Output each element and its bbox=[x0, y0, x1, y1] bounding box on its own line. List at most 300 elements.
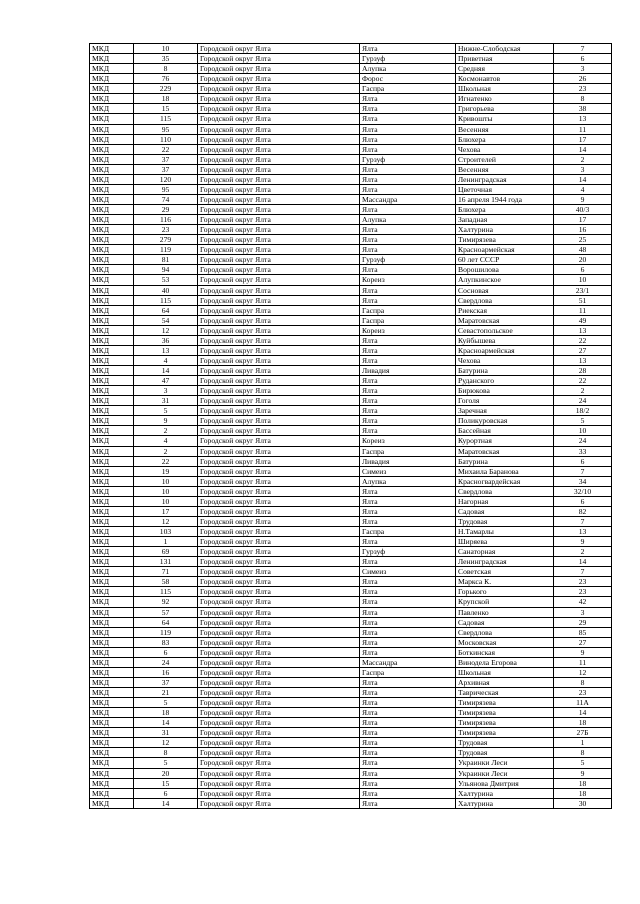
street-cell: Свердлова bbox=[456, 295, 554, 305]
house-number-cell: 8 bbox=[554, 748, 612, 758]
table-row bbox=[90, 355, 612, 365]
house-number-cell: 33 bbox=[554, 446, 612, 456]
settlement-cell: Гаспра bbox=[360, 84, 456, 94]
settlement-cell: Кореиз bbox=[360, 325, 456, 335]
street-cell: Тимирязева bbox=[456, 708, 554, 718]
house-number-cell: 18 bbox=[554, 778, 612, 788]
house-number-cell: 7 bbox=[554, 44, 612, 54]
settlement-cell: Ялта bbox=[360, 406, 456, 416]
table-row bbox=[90, 738, 612, 748]
building-type-cell: МКД bbox=[90, 627, 134, 637]
table-row bbox=[90, 617, 612, 627]
building-type-cell: МКД bbox=[90, 758, 134, 768]
district-cell: Городской округ Ялта bbox=[198, 657, 360, 667]
building-type-cell: МКД bbox=[90, 456, 134, 466]
table-row bbox=[90, 607, 612, 617]
settlement-cell: Ялта bbox=[360, 637, 456, 647]
house-number-cell: 38 bbox=[554, 104, 612, 114]
number-cell: 131 bbox=[134, 557, 198, 567]
street-cell: Горького bbox=[456, 587, 554, 597]
number-cell: 2 bbox=[134, 446, 198, 456]
street-cell: Кривошты bbox=[456, 114, 554, 124]
district-cell: Городской округ Ялта bbox=[198, 798, 360, 808]
table-row bbox=[90, 335, 612, 345]
street-cell: Игнатенко bbox=[456, 94, 554, 104]
settlement-cell: Кореиз bbox=[360, 436, 456, 446]
building-type-cell: МКД bbox=[90, 406, 134, 416]
district-cell: Городской округ Ялта bbox=[198, 516, 360, 526]
district-cell: Городской округ Ялта bbox=[198, 557, 360, 567]
building-type-cell: МКД bbox=[90, 376, 134, 386]
building-type-cell: МКД bbox=[90, 698, 134, 708]
settlement-cell: Ялта bbox=[360, 245, 456, 255]
building-type-cell: МКД bbox=[90, 54, 134, 64]
number-cell: 36 bbox=[134, 335, 198, 345]
house-number-cell: 11 bbox=[554, 124, 612, 134]
settlement-cell: Ялта bbox=[360, 426, 456, 436]
settlement-cell: Ялта bbox=[360, 537, 456, 547]
number-cell: 31 bbox=[134, 728, 198, 738]
street-cell: Средняя bbox=[456, 64, 554, 74]
settlement-cell: Массандра bbox=[360, 194, 456, 204]
table-row bbox=[90, 718, 612, 728]
district-cell: Городской округ Ялта bbox=[198, 627, 360, 637]
house-number-cell: 10 bbox=[554, 426, 612, 436]
table-row bbox=[90, 426, 612, 436]
street-cell: Халтурина bbox=[456, 788, 554, 798]
building-type-cell: МКД bbox=[90, 567, 134, 577]
house-number-cell: 23/1 bbox=[554, 285, 612, 295]
house-number-cell: 17 bbox=[554, 134, 612, 144]
number-cell: 37 bbox=[134, 154, 198, 164]
table-row bbox=[90, 205, 612, 215]
table-row bbox=[90, 677, 612, 687]
table-row bbox=[90, 728, 612, 738]
settlement-cell: Ялта bbox=[360, 396, 456, 406]
street-cell: Ворошилова bbox=[456, 265, 554, 275]
house-number-cell: 18 bbox=[554, 788, 612, 798]
street-cell: Трудовая bbox=[456, 516, 554, 526]
table-row bbox=[90, 577, 612, 587]
settlement-cell: Ялта bbox=[360, 617, 456, 627]
house-number-cell: 7 bbox=[554, 567, 612, 577]
house-number-cell: 3 bbox=[554, 607, 612, 617]
district-cell: Городской округ Ялта bbox=[198, 708, 360, 718]
building-type-cell: МКД bbox=[90, 386, 134, 396]
building-type-cell: МКД bbox=[90, 738, 134, 748]
settlement-cell: Ялта bbox=[360, 124, 456, 134]
number-cell: 103 bbox=[134, 527, 198, 537]
district-cell: Городской округ Ялта bbox=[198, 74, 360, 84]
table-row bbox=[90, 54, 612, 64]
settlement-cell: Гаспра bbox=[360, 305, 456, 315]
settlement-cell: Алупка bbox=[360, 476, 456, 486]
building-type-cell: МКД bbox=[90, 315, 134, 325]
table-row bbox=[90, 345, 612, 355]
number-cell: 14 bbox=[134, 798, 198, 808]
building-type-cell: МКД bbox=[90, 84, 134, 94]
district-cell: Городской округ Ялта bbox=[198, 164, 360, 174]
table-row bbox=[90, 667, 612, 677]
street-cell: Трудовая bbox=[456, 748, 554, 758]
number-cell: 2 bbox=[134, 426, 198, 436]
street-cell: Школьная bbox=[456, 667, 554, 677]
house-number-cell: 25 bbox=[554, 235, 612, 245]
district-cell: Городской округ Ялта bbox=[198, 748, 360, 758]
street-cell: Западная bbox=[456, 215, 554, 225]
house-number-cell: 11 bbox=[554, 657, 612, 667]
number-cell: 119 bbox=[134, 627, 198, 637]
settlement-cell: Ялта bbox=[360, 295, 456, 305]
table-row bbox=[90, 225, 612, 235]
settlement-cell: Ялта bbox=[360, 798, 456, 808]
house-number-cell: 9 bbox=[554, 537, 612, 547]
number-cell: 4 bbox=[134, 355, 198, 365]
street-cell: Весенняя bbox=[456, 164, 554, 174]
table-row bbox=[90, 255, 612, 265]
settlement-cell: Гурзуф bbox=[360, 547, 456, 557]
district-cell: Городской округ Ялта bbox=[198, 436, 360, 446]
settlement-cell: Симеиз bbox=[360, 466, 456, 476]
table-row bbox=[90, 537, 612, 547]
house-number-cell: 5 bbox=[554, 758, 612, 768]
number-cell: 40 bbox=[134, 285, 198, 295]
district-cell: Городской округ Ялта bbox=[198, 476, 360, 486]
number-cell: 92 bbox=[134, 597, 198, 607]
district-cell: Городской округ Ялта bbox=[198, 728, 360, 738]
street-cell: Тимирязева bbox=[456, 698, 554, 708]
district-cell: Городской округ Ялта bbox=[198, 597, 360, 607]
street-cell: Блюхера bbox=[456, 205, 554, 215]
building-type-cell: МКД bbox=[90, 416, 134, 426]
district-cell: Городской округ Ялта bbox=[198, 396, 360, 406]
street-cell: 16 апреля 1944 года bbox=[456, 194, 554, 204]
settlement-cell: Симеиз bbox=[360, 567, 456, 577]
settlement-cell: Ялта bbox=[360, 698, 456, 708]
number-cell: 64 bbox=[134, 617, 198, 627]
house-number-cell: 22 bbox=[554, 376, 612, 386]
district-cell: Городской округ Ялта bbox=[198, 426, 360, 436]
house-number-cell: 14 bbox=[554, 557, 612, 567]
district-cell: Городской округ Ялта bbox=[198, 194, 360, 204]
house-number-cell: 82 bbox=[554, 506, 612, 516]
table-row bbox=[90, 366, 612, 376]
house-number-cell: 23 bbox=[554, 577, 612, 587]
district-cell: Городской округ Ялта bbox=[198, 496, 360, 506]
number-cell: 10 bbox=[134, 496, 198, 506]
building-type-cell: МКД bbox=[90, 486, 134, 496]
settlement-cell: Ялта bbox=[360, 607, 456, 617]
number-cell: 17 bbox=[134, 506, 198, 516]
district-cell: Городской округ Ялта bbox=[198, 466, 360, 476]
number-cell: 94 bbox=[134, 265, 198, 275]
building-type-cell: МКД bbox=[90, 516, 134, 526]
building-type-cell: МКД bbox=[90, 577, 134, 587]
number-cell: 29 bbox=[134, 205, 198, 215]
district-cell: Городской округ Ялта bbox=[198, 738, 360, 748]
number-cell: 37 bbox=[134, 164, 198, 174]
settlement-cell: Ялта bbox=[360, 748, 456, 758]
street-cell: Свердлова bbox=[456, 486, 554, 496]
street-cell: Советская bbox=[456, 567, 554, 577]
house-number-cell: 42 bbox=[554, 597, 612, 607]
district-cell: Городской округ Ялта bbox=[198, 44, 360, 54]
table-row bbox=[90, 114, 612, 124]
building-type-cell: МКД bbox=[90, 426, 134, 436]
building-type-cell: МКД bbox=[90, 205, 134, 215]
number-cell: 10 bbox=[134, 476, 198, 486]
building-type-cell: МКД bbox=[90, 94, 134, 104]
number-cell: 22 bbox=[134, 456, 198, 466]
table-row bbox=[90, 798, 612, 808]
district-cell: Городской округ Ялта bbox=[198, 506, 360, 516]
street-cell: 60 лет СССР bbox=[456, 255, 554, 265]
district-cell: Городской округ Ялта bbox=[198, 325, 360, 335]
number-cell: 64 bbox=[134, 305, 198, 315]
table-row bbox=[90, 466, 612, 476]
settlement-cell: Ялта bbox=[360, 557, 456, 567]
table-row bbox=[90, 94, 612, 104]
settlement-cell: Ялта bbox=[360, 44, 456, 54]
settlement-cell: Гаспра bbox=[360, 315, 456, 325]
house-number-cell: 27Б bbox=[554, 728, 612, 738]
building-type-cell: МКД bbox=[90, 134, 134, 144]
table-row bbox=[90, 245, 612, 255]
table-row bbox=[90, 104, 612, 114]
table-row bbox=[90, 456, 612, 466]
building-type-cell: МКД bbox=[90, 436, 134, 446]
number-cell: 54 bbox=[134, 315, 198, 325]
number-cell: 12 bbox=[134, 516, 198, 526]
number-cell: 14 bbox=[134, 366, 198, 376]
building-type-cell: МКД bbox=[90, 647, 134, 657]
settlement-cell: Ялта bbox=[360, 788, 456, 798]
building-type-cell: МКД bbox=[90, 235, 134, 245]
district-cell: Городской округ Ялта bbox=[198, 345, 360, 355]
number-cell: 23 bbox=[134, 225, 198, 235]
street-cell: Блюхера bbox=[456, 134, 554, 144]
number-cell: 83 bbox=[134, 637, 198, 647]
street-cell: Маркса К. bbox=[456, 577, 554, 587]
settlement-cell: Ялта bbox=[360, 587, 456, 597]
district-cell: Городской округ Ялта bbox=[198, 255, 360, 265]
number-cell: 5 bbox=[134, 406, 198, 416]
number-cell: 15 bbox=[134, 104, 198, 114]
number-cell: 279 bbox=[134, 235, 198, 245]
street-cell: Цветочная bbox=[456, 184, 554, 194]
housing-registry-table bbox=[89, 43, 612, 809]
number-cell: 115 bbox=[134, 114, 198, 124]
street-cell: Куйбышева bbox=[456, 335, 554, 345]
building-type-cell: МКД bbox=[90, 547, 134, 557]
street-cell: Бассейная bbox=[456, 426, 554, 436]
number-cell: 119 bbox=[134, 245, 198, 255]
street-cell: Маратовская bbox=[456, 446, 554, 456]
street-cell: Севастопольское bbox=[456, 325, 554, 335]
street-cell: Архивная bbox=[456, 677, 554, 687]
table-row bbox=[90, 305, 612, 315]
street-cell: Н.Тамарлы bbox=[456, 527, 554, 537]
house-number-cell: 9 bbox=[554, 768, 612, 778]
table-row bbox=[90, 708, 612, 718]
settlement-cell: Ялта bbox=[360, 144, 456, 154]
number-cell: 1 bbox=[134, 537, 198, 547]
settlement-cell: Алупка bbox=[360, 215, 456, 225]
house-number-cell: 26 bbox=[554, 74, 612, 84]
street-cell: Батурина bbox=[456, 456, 554, 466]
building-type-cell: МКД bbox=[90, 144, 134, 154]
building-type-cell: МКД bbox=[90, 64, 134, 74]
settlement-cell: Ялта bbox=[360, 738, 456, 748]
table-row bbox=[90, 194, 612, 204]
house-number-cell: 22 bbox=[554, 335, 612, 345]
number-cell: 19 bbox=[134, 466, 198, 476]
number-cell: 116 bbox=[134, 215, 198, 225]
house-number-cell: 24 bbox=[554, 436, 612, 446]
table-row bbox=[90, 164, 612, 174]
settlement-cell: Ялта bbox=[360, 134, 456, 144]
building-type-cell: МКД bbox=[90, 667, 134, 677]
building-type-cell: МКД bbox=[90, 154, 134, 164]
street-cell: Космонавтов bbox=[456, 74, 554, 84]
house-number-cell: 6 bbox=[554, 496, 612, 506]
house-number-cell: 11А bbox=[554, 698, 612, 708]
building-type-cell: МКД bbox=[90, 104, 134, 114]
number-cell: 16 bbox=[134, 667, 198, 677]
house-number-cell: 14 bbox=[554, 708, 612, 718]
number-cell: 31 bbox=[134, 396, 198, 406]
table-row bbox=[90, 627, 612, 637]
building-type-cell: МКД bbox=[90, 355, 134, 365]
settlement-cell: Ялта bbox=[360, 416, 456, 426]
street-cell: Руданского bbox=[456, 376, 554, 386]
street-cell: Ульянова Дмитрия bbox=[456, 778, 554, 788]
table-row bbox=[90, 516, 612, 526]
table-row bbox=[90, 265, 612, 275]
number-cell: 13 bbox=[134, 345, 198, 355]
building-type-cell: МКД bbox=[90, 255, 134, 265]
number-cell: 6 bbox=[134, 647, 198, 657]
house-number-cell: 18 bbox=[554, 718, 612, 728]
settlement-cell: Ялта bbox=[360, 285, 456, 295]
settlement-cell: Ливадия bbox=[360, 366, 456, 376]
street-cell: Ширяева bbox=[456, 537, 554, 547]
district-cell: Городской округ Ялта bbox=[198, 607, 360, 617]
settlement-cell: Ливадия bbox=[360, 456, 456, 466]
table-row bbox=[90, 436, 612, 446]
settlement-cell: Ялта bbox=[360, 577, 456, 587]
table-body bbox=[90, 44, 612, 809]
number-cell: 18 bbox=[134, 708, 198, 718]
settlement-cell: Ялта bbox=[360, 104, 456, 114]
number-cell: 95 bbox=[134, 184, 198, 194]
street-cell: Нагорная bbox=[456, 496, 554, 506]
house-number-cell: 8 bbox=[554, 677, 612, 687]
district-cell: Городской округ Ялта bbox=[198, 305, 360, 315]
house-number-cell: 3 bbox=[554, 164, 612, 174]
building-type-cell: МКД bbox=[90, 74, 134, 84]
number-cell: 53 bbox=[134, 275, 198, 285]
street-cell: Тимирязева bbox=[456, 718, 554, 728]
district-cell: Городской округ Ялта bbox=[198, 295, 360, 305]
settlement-cell: Ялта bbox=[360, 265, 456, 275]
house-number-cell: 16 bbox=[554, 225, 612, 235]
house-number-cell: 18/2 bbox=[554, 406, 612, 416]
table-row bbox=[90, 698, 612, 708]
table-row bbox=[90, 476, 612, 486]
number-cell: 14 bbox=[134, 718, 198, 728]
number-cell: 5 bbox=[134, 758, 198, 768]
district-cell: Городской округ Ялта bbox=[198, 688, 360, 698]
district-cell: Городской округ Ялта bbox=[198, 144, 360, 154]
district-cell: Городской округ Ялта bbox=[198, 235, 360, 245]
settlement-cell: Ялта bbox=[360, 486, 456, 496]
building-type-cell: МКД bbox=[90, 527, 134, 537]
settlement-cell: Кореиз bbox=[360, 275, 456, 285]
street-cell: Тимирязева bbox=[456, 235, 554, 245]
settlement-cell: Гурзуф bbox=[360, 154, 456, 164]
number-cell: 15 bbox=[134, 778, 198, 788]
settlement-cell: Ялта bbox=[360, 235, 456, 245]
settlement-cell: Ялта bbox=[360, 174, 456, 184]
number-cell: 8 bbox=[134, 64, 198, 74]
district-cell: Городской округ Ялта bbox=[198, 366, 360, 376]
street-cell: Поликуровская bbox=[456, 416, 554, 426]
building-type-cell: МКД bbox=[90, 587, 134, 597]
district-cell: Городской округ Ялта bbox=[198, 456, 360, 466]
settlement-cell: Гурзуф bbox=[360, 255, 456, 265]
building-type-cell: МКД bbox=[90, 275, 134, 285]
table-row bbox=[90, 486, 612, 496]
street-cell: Михаила Баранова bbox=[456, 466, 554, 476]
street-cell: Строителей bbox=[456, 154, 554, 164]
table-row bbox=[90, 386, 612, 396]
number-cell: 47 bbox=[134, 376, 198, 386]
street-cell: Курортная bbox=[456, 436, 554, 446]
settlement-cell: Гаспра bbox=[360, 527, 456, 537]
table-row bbox=[90, 124, 612, 134]
building-type-cell: МКД bbox=[90, 768, 134, 778]
table-row bbox=[90, 788, 612, 798]
district-cell: Городской округ Ялта bbox=[198, 104, 360, 114]
street-cell: Красногвардейская bbox=[456, 476, 554, 486]
settlement-cell: Ялта bbox=[360, 114, 456, 124]
building-type-cell: МКД bbox=[90, 688, 134, 698]
number-cell: 69 bbox=[134, 547, 198, 557]
settlement-cell: Ялта bbox=[360, 225, 456, 235]
building-type-cell: МКД bbox=[90, 124, 134, 134]
house-number-cell: 13 bbox=[554, 527, 612, 537]
table-row bbox=[90, 778, 612, 788]
table-row bbox=[90, 134, 612, 144]
settlement-cell: Массандра bbox=[360, 657, 456, 667]
table-row bbox=[90, 325, 612, 335]
table-row bbox=[90, 184, 612, 194]
district-cell: Городской округ Ялта bbox=[198, 386, 360, 396]
district-cell: Городской округ Ялта bbox=[198, 205, 360, 215]
house-number-cell: 29 bbox=[554, 617, 612, 627]
street-cell: Школьная bbox=[456, 84, 554, 94]
table-row bbox=[90, 657, 612, 667]
street-cell: Крупской bbox=[456, 597, 554, 607]
table-row bbox=[90, 748, 612, 758]
house-number-cell: 9 bbox=[554, 647, 612, 657]
building-type-cell: МКД bbox=[90, 114, 134, 124]
district-cell: Городской округ Ялта bbox=[198, 54, 360, 64]
number-cell: 229 bbox=[134, 84, 198, 94]
number-cell: 10 bbox=[134, 44, 198, 54]
settlement-cell: Ялта bbox=[360, 345, 456, 355]
